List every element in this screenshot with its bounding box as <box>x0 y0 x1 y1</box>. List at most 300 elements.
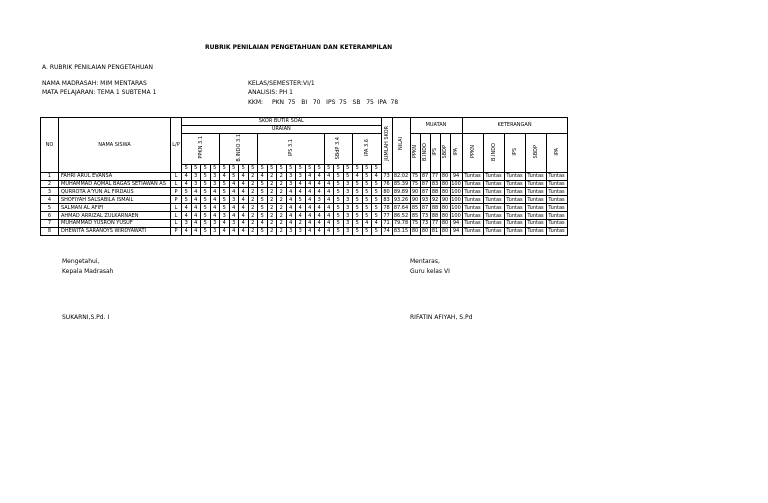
student-name: MUHAMMAD YUSRON YUSUF <box>59 220 171 228</box>
status-cell: Tuntas <box>504 212 525 220</box>
max-score-cell: 5 <box>210 164 220 172</box>
footer-mengetahui: Mengetahui, <box>62 258 100 265</box>
score-cell: 5 <box>353 188 363 196</box>
score-cell: 5 <box>182 188 192 196</box>
score-cell: 4 <box>210 204 220 212</box>
analysis: ANALISIS: PH 1 <box>248 89 293 96</box>
score-cell: 5 <box>362 188 372 196</box>
score-cell: 4 <box>182 212 192 220</box>
rubric-table <box>40 117 568 236</box>
score-cell: 2 <box>277 212 287 220</box>
score-cell: 3 <box>286 172 296 180</box>
score-cell: 3 <box>296 227 306 235</box>
final-grade: 79.78 <box>393 220 409 227</box>
subject-grade: 80 <box>441 204 449 211</box>
score-cell: 2 <box>248 204 258 212</box>
student-name: SHOFIYAH SALSABILA ISMAIL <box>59 196 171 204</box>
subject-grade: 85 <box>411 212 419 219</box>
row-number: 5 <box>41 204 59 212</box>
subject-grade: 77 <box>431 220 439 227</box>
subject-grade: 100 <box>451 196 461 203</box>
subject-grade: 73 <box>421 212 429 219</box>
score-cell: 4 <box>182 204 192 212</box>
score-cell: 4 <box>191 188 201 196</box>
subject-grade: 90 <box>441 196 449 203</box>
score-cell: 5 <box>201 212 211 220</box>
header-jumlah: JUMLAH SKOR <box>381 118 392 173</box>
score-cell: 4 <box>210 196 220 204</box>
score-cell: 4 <box>372 220 382 228</box>
score-cell: 4 <box>305 212 315 220</box>
row-number: 2 <box>41 180 59 188</box>
student-gender: L <box>171 212 182 220</box>
max-score-cell: 5 <box>362 164 372 172</box>
score-cell: 4 <box>296 180 306 188</box>
subject-grade: 81 <box>431 228 439 235</box>
score-cell: 4 <box>315 220 325 228</box>
header-muatan: MUATAN <box>410 118 462 134</box>
total-score: 80 <box>381 188 392 196</box>
score-cell: 5 <box>334 196 344 204</box>
ket-sbdp: SBDP <box>525 133 546 172</box>
student-name: AHMAD ARRIZAL ZULKARNAEN <box>59 212 171 220</box>
score-cell: 4 <box>239 172 249 180</box>
score-cell: 5 <box>353 196 363 204</box>
score-cell: 4 <box>286 212 296 220</box>
subject-grade: 94 <box>450 172 462 180</box>
score-cell: 3 <box>210 220 220 228</box>
status-cell: Tuntas <box>546 227 567 235</box>
status-cell: Tuntas <box>546 188 567 196</box>
row-number: 1 <box>41 172 59 180</box>
score-cell: 4 <box>286 188 296 196</box>
subject-grade: 80 <box>441 181 449 187</box>
score-cell: 4 <box>324 227 334 235</box>
status-cell: Tuntas <box>504 204 525 212</box>
score-cell: 5 <box>353 212 363 220</box>
subject-grade: 87 <box>421 181 429 187</box>
status-cell: Tuntas <box>504 227 525 235</box>
score-cell: 3 <box>296 172 306 180</box>
score-cell: 5 <box>220 188 230 196</box>
header-ips: IPS 3.1 <box>258 133 325 164</box>
score-cell: 4 <box>210 212 220 220</box>
score-cell: 5 <box>334 212 344 220</box>
muatan-ips: IPS <box>430 133 440 172</box>
score-cell: 3 <box>191 180 201 188</box>
score-cell: 4 <box>220 172 230 180</box>
table-row <box>41 172 568 180</box>
status-cell: Tuntas <box>525 172 546 180</box>
score-cell: 5 <box>258 227 268 235</box>
score-cell: 5 <box>334 188 344 196</box>
score-cell: 4 <box>258 172 268 180</box>
student-gender: P <box>171 227 182 235</box>
max-score-cell: 5 <box>343 164 353 172</box>
subject-grade: 94 <box>450 227 462 235</box>
student-name: SALMAN AL AFIFI <box>59 204 171 212</box>
muatan-ipa: IPA <box>450 133 462 172</box>
final-grade: 85.39 <box>393 181 409 187</box>
score-cell: 4 <box>305 220 315 228</box>
score-cell: 2 <box>277 220 287 228</box>
subject-grade: 80 <box>441 220 449 227</box>
score-cell: 2 <box>277 188 287 196</box>
score-cell: 3 <box>182 220 192 228</box>
score-cell: 4 <box>191 220 201 228</box>
score-cell: 3 <box>343 220 353 228</box>
score-cell: 4 <box>191 227 201 235</box>
subject-grade: 92 <box>431 196 439 203</box>
ket-bindo: B.INDO <box>483 133 504 172</box>
score-cell: 4 <box>239 180 249 188</box>
score-cell: 2 <box>248 212 258 220</box>
score-cell: 4 <box>239 196 249 204</box>
subject-grade: 80 <box>441 173 449 180</box>
score-cell: 5 <box>362 172 372 180</box>
header-sbdp: SBdP 3.4 <box>324 133 353 164</box>
muatan-sbdp: SBDP <box>440 133 450 172</box>
score-cell: 4 <box>286 220 296 228</box>
max-score-cell: 5 <box>353 164 363 172</box>
score-cell: 5 <box>220 180 230 188</box>
max-score-cell: 5 <box>191 164 201 172</box>
score-cell: 4 <box>305 188 315 196</box>
score-cell: 4 <box>324 196 334 204</box>
score-cell: 5 <box>353 180 363 188</box>
score-cell: 4 <box>191 204 201 212</box>
ket-ips: IPS <box>504 133 525 172</box>
score-cell: 5 <box>334 220 344 228</box>
score-cell: 4 <box>305 227 315 235</box>
status-cell: Tuntas <box>504 172 525 180</box>
status-cell: Tuntas <box>462 204 483 212</box>
max-score-cell: 5 <box>324 164 334 172</box>
table-row <box>41 220 568 228</box>
final-grade: 93.26 <box>393 196 409 203</box>
subject-grade: 90 <box>411 196 419 203</box>
score-cell: 3 <box>229 196 239 204</box>
max-score-cell: 5 <box>305 164 315 172</box>
status-cell: Tuntas <box>483 204 504 212</box>
status-cell: Tuntas <box>483 212 504 220</box>
score-cell: 4 <box>372 172 382 180</box>
kkm-values: PKN 75 BI 70 IPS 75 SB 75 IPA 78 <box>272 99 399 106</box>
footer-kepala-name: SUKARNI,S.Pd. I <box>62 314 110 321</box>
score-cell: 2 <box>248 188 258 196</box>
subject-grade: 94 <box>450 220 462 228</box>
status-cell: Tuntas <box>462 212 483 220</box>
score-cell: 4 <box>296 188 306 196</box>
score-cell: 5 <box>362 227 372 235</box>
score-cell: 5 <box>182 196 192 204</box>
row-number: 4 <box>41 196 59 204</box>
max-score-cell: 5 <box>315 164 325 172</box>
status-cell: Tuntas <box>462 196 483 204</box>
score-cell: 4 <box>353 172 363 180</box>
subject-grade: 75 <box>411 220 419 227</box>
score-cell: 2 <box>277 227 287 235</box>
score-cell: 3 <box>343 204 353 212</box>
subject: MATA PELAJARAN: TEMA 1 SUBTEMA 1 <box>42 89 157 96</box>
total-score: 76 <box>381 180 392 188</box>
score-cell: 2 <box>277 196 287 204</box>
score-cell: 4 <box>191 196 201 204</box>
score-cell: 4 <box>229 204 239 212</box>
max-score-cell: 5 <box>296 164 306 172</box>
header-nilai: NILAI <box>392 118 410 173</box>
score-cell: 5 <box>220 204 230 212</box>
score-cell: 4 <box>324 188 334 196</box>
max-score-cell: 5 <box>201 164 211 172</box>
score-cell: 2 <box>277 172 287 180</box>
score-cell: 5 <box>353 220 363 228</box>
status-cell: Tuntas <box>504 196 525 204</box>
ket-ppkn: PPKN <box>462 133 483 172</box>
score-cell: 5 <box>372 227 382 235</box>
score-cell: 4 <box>229 180 239 188</box>
score-cell: 5 <box>372 196 382 204</box>
subject-grade: 88 <box>431 188 439 195</box>
total-score: 73 <box>381 172 392 180</box>
status-cell: Tuntas <box>483 172 504 180</box>
max-score-cell: 5 <box>334 164 344 172</box>
table-row <box>41 227 568 235</box>
score-cell: 3 <box>343 227 353 235</box>
total-score: 74 <box>381 227 392 235</box>
footer-guru: Guru kelas VI <box>410 268 450 275</box>
section-heading: A. RUBRIK PENILAIAN PENGETAHUAN <box>42 64 153 71</box>
score-cell: 2 <box>296 220 306 228</box>
score-cell: 4 <box>182 172 192 180</box>
muatan-bindo: B.INDO <box>420 133 430 172</box>
score-cell: 4 <box>305 204 315 212</box>
score-cell: 5 <box>201 227 211 235</box>
subject-grade: 77 <box>431 173 439 180</box>
score-cell: 5 <box>372 188 382 196</box>
status-cell: Tuntas <box>546 172 567 180</box>
score-cell: 4 <box>324 204 334 212</box>
score-cell: 2 <box>248 196 258 204</box>
score-cell: 4 <box>239 188 249 196</box>
score-cell: 4 <box>296 204 306 212</box>
total-score: 71 <box>381 220 392 228</box>
score-cell: 5 <box>362 180 372 188</box>
score-cell: 4 <box>324 220 334 228</box>
score-cell: 4 <box>191 212 201 220</box>
header-bindo: B.INDO 3.1 <box>220 133 258 164</box>
score-cell: 2 <box>248 227 258 235</box>
student-name: QURROTA A'YUN AL FIRDAUS <box>59 188 171 196</box>
subject-grade: 100 <box>451 188 461 195</box>
score-cell: 3 <box>343 188 353 196</box>
status-cell: Tuntas <box>483 196 504 204</box>
row-number: 8 <box>41 227 59 235</box>
footer-guru-name: RIFATIN AFIYAH, S.Pd <box>410 314 473 321</box>
student-gender: L <box>171 220 182 228</box>
score-cell: 5 <box>334 227 344 235</box>
muatan-ppkn: PPKN <box>410 133 420 172</box>
score-cell: 4 <box>239 212 249 220</box>
student-name: MUHAMMAD AQMAL BAGAS SETIAWAN AS <box>59 180 171 188</box>
score-cell: 4 <box>229 227 239 235</box>
table-row <box>41 212 568 220</box>
subject-grade: 100 <box>451 212 461 219</box>
subject-grade: 100 <box>451 181 461 187</box>
subject-grade: 80 <box>441 212 449 219</box>
max-score-cell: 5 <box>258 164 268 172</box>
score-cell: 4 <box>315 180 325 188</box>
status-cell: Tuntas <box>546 212 567 220</box>
total-score: 77 <box>381 212 392 220</box>
subject-grade: 87 <box>421 173 429 180</box>
score-cell: 4 <box>315 204 325 212</box>
subject-grade: 75 <box>411 173 419 180</box>
table-row <box>41 204 568 212</box>
status-cell: Tuntas <box>483 227 504 235</box>
score-cell: 5 <box>296 196 306 204</box>
score-cell: 5 <box>258 188 268 196</box>
score-cell: 4 <box>239 227 249 235</box>
student-gender: L <box>171 180 182 188</box>
student-gender: P <box>171 188 182 196</box>
header-skor: SKOR BUTIR SOAL <box>182 118 382 126</box>
status-cell: Tuntas <box>525 220 546 228</box>
status-cell: Tuntas <box>462 172 483 180</box>
score-cell: 4 <box>305 172 315 180</box>
final-grade: 82.02 <box>393 173 409 180</box>
subject-grade: 88 <box>431 204 439 211</box>
score-cell: 4 <box>296 212 306 220</box>
score-cell: 3 <box>286 180 296 188</box>
score-cell: 5 <box>201 180 211 188</box>
final-grade: 89.89 <box>393 188 409 195</box>
score-cell: 2 <box>248 180 258 188</box>
header-keterangan: KETERANGAN <box>462 118 567 134</box>
score-cell: 5 <box>334 204 344 212</box>
score-cell: 4 <box>324 212 334 220</box>
student-gender: P <box>171 196 182 204</box>
score-cell: 5 <box>334 172 344 180</box>
score-cell: 3 <box>229 220 239 228</box>
status-cell: Tuntas <box>525 188 546 196</box>
header-lp: L/P <box>171 118 182 173</box>
score-cell: 4 <box>239 204 249 212</box>
row-number: 3 <box>41 188 59 196</box>
score-cell: 2 <box>277 204 287 212</box>
footer-kepala: Kepala Madrasah <box>62 268 114 275</box>
status-cell: Tuntas <box>525 204 546 212</box>
status-cell: Tuntas <box>525 196 546 204</box>
status-cell: Tuntas <box>546 180 567 188</box>
status-cell: Tuntas <box>462 220 483 228</box>
score-cell: 5 <box>362 204 372 212</box>
status-cell: Tuntas <box>546 204 567 212</box>
class-semester: KELAS/SEMESTER:VI/1 <box>248 80 315 87</box>
header-uraian: URAIAN <box>182 125 382 133</box>
score-cell: 3 <box>315 196 325 204</box>
score-cell: 4 <box>305 196 315 204</box>
score-cell: 2 <box>267 188 277 196</box>
subject-grade: 73 <box>421 220 429 227</box>
status-cell: Tuntas <box>462 188 483 196</box>
student-gender: L <box>171 172 182 180</box>
score-cell: 4 <box>182 180 192 188</box>
score-cell: 5 <box>220 196 230 204</box>
score-cell: 5 <box>362 212 372 220</box>
school-name: NAMA MADRASAH: MIM MENTARAS <box>42 80 147 87</box>
score-cell: 2 <box>267 172 277 180</box>
status-cell: Tuntas <box>525 212 546 220</box>
score-cell: 3 <box>343 212 353 220</box>
subject-grade: 80 <box>421 228 429 235</box>
score-cell: 4 <box>315 172 325 180</box>
score-cell: 5 <box>353 204 363 212</box>
score-cell: 5 <box>334 180 344 188</box>
score-cell: 2 <box>267 227 277 235</box>
score-cell: 4 <box>182 227 192 235</box>
subject-grade: 90 <box>411 188 419 195</box>
table-row <box>41 188 568 196</box>
subject-grade: 80 <box>441 228 449 235</box>
final-grade: 83.15 <box>393 228 409 235</box>
status-cell: Tuntas <box>462 227 483 235</box>
status-cell: Tuntas <box>504 188 525 196</box>
subject-grade: 100 <box>451 204 461 211</box>
score-cell: 5 <box>201 204 211 212</box>
score-cell: 5 <box>372 180 382 188</box>
max-score-cell: 5 <box>277 164 287 172</box>
student-name: DHEWITA SARANOYS WIRDYAWATI <box>59 227 171 235</box>
status-cell: Tuntas <box>483 220 504 228</box>
score-cell: 5 <box>343 172 353 180</box>
score-cell: 2 <box>248 220 258 228</box>
score-cell: 5 <box>258 180 268 188</box>
score-cell: 5 <box>201 188 211 196</box>
score-cell: 4 <box>315 212 325 220</box>
total-score: 83 <box>381 196 392 204</box>
max-score-cell: 5 <box>286 164 296 172</box>
score-cell: 4 <box>229 188 239 196</box>
max-score-cell: 5 <box>372 164 382 172</box>
score-cell: 3 <box>191 172 201 180</box>
status-cell: Tuntas <box>525 180 546 188</box>
score-cell: 4 <box>324 172 334 180</box>
score-cell: 5 <box>353 227 363 235</box>
status-cell: Tuntas <box>483 180 504 188</box>
status-cell: Tuntas <box>504 180 525 188</box>
footer-tempat: Mentaras, <box>410 258 440 265</box>
subject-grade: 88 <box>431 212 439 219</box>
score-cell: 4 <box>315 188 325 196</box>
score-cell: 3 <box>343 196 353 204</box>
score-cell: 2 <box>267 204 277 212</box>
score-cell: 5 <box>362 196 372 204</box>
header-nama: NAMA SISWA <box>59 118 171 173</box>
score-cell: 3 <box>210 180 220 188</box>
score-cell: 2 <box>267 220 277 228</box>
max-score-cell: 5 <box>220 164 230 172</box>
score-cell: 2 <box>277 180 287 188</box>
score-cell: 5 <box>258 212 268 220</box>
score-cell: 2 <box>248 172 258 180</box>
score-cell: 3 <box>210 172 220 180</box>
page-title: RUBRIK PENILAIAN PENGETAHUAN DAN KETERAMPILAN <box>205 44 393 51</box>
table-row <box>41 196 568 204</box>
score-cell: 2 <box>267 212 277 220</box>
score-cell: 4 <box>324 180 334 188</box>
status-cell: Tuntas <box>546 220 567 228</box>
